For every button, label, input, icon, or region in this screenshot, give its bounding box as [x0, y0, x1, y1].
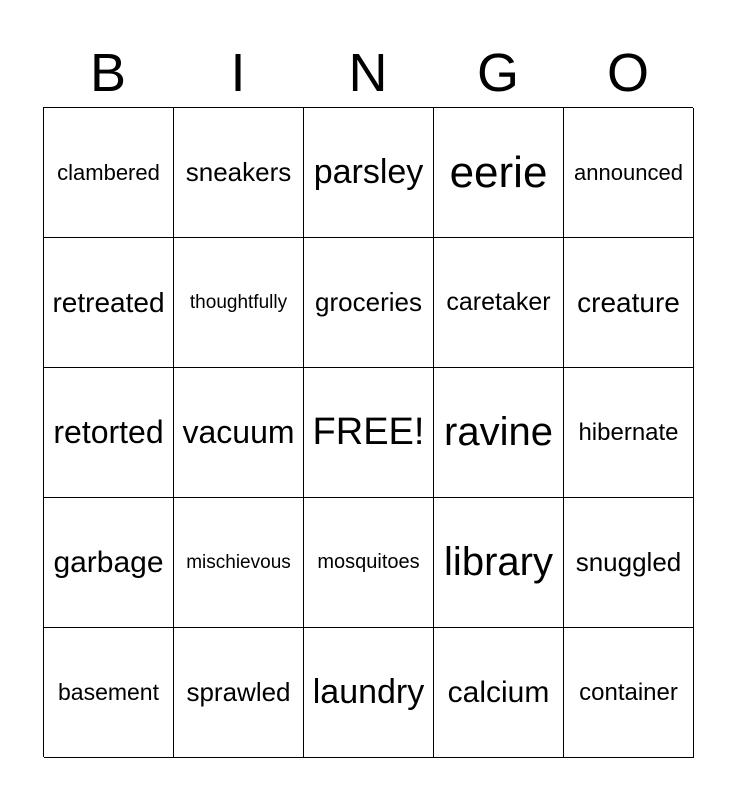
bingo-cell[interactable]: eerie	[434, 108, 564, 238]
bingo-cell[interactable]: library	[434, 498, 564, 628]
bingo-cell[interactable]: mischievous	[174, 498, 304, 628]
bingo-cell[interactable]: basement	[44, 628, 174, 758]
bingo-cell[interactable]: thoughtfully	[174, 238, 304, 368]
bingo-cell[interactable]: sprawled	[174, 628, 304, 758]
bingo-cell[interactable]: hibernate	[564, 368, 694, 498]
bingo-cell[interactable]: ravine	[434, 368, 564, 498]
bingo-cell[interactable]: caretaker	[434, 238, 564, 368]
header-letter-g: G	[476, 43, 519, 103]
bingo-cell[interactable]: creature	[564, 238, 694, 368]
bingo-cell[interactable]: clambered	[44, 108, 174, 238]
header-letter-i: I	[230, 43, 246, 103]
bingo-cell[interactable]: announced	[564, 108, 694, 238]
bingo-cell[interactable]: snuggled	[564, 498, 694, 628]
bingo-cell[interactable]: sneakers	[174, 108, 304, 238]
bingo-cell[interactable]: calcium	[434, 628, 564, 758]
bingo-cell[interactable]: groceries	[304, 238, 434, 368]
bingo-cell[interactable]: retreated	[44, 238, 174, 368]
header-letter-n: N	[348, 43, 388, 103]
bingo-header	[43, 40, 693, 106]
bingo-cell[interactable]: mosquitoes	[304, 498, 434, 628]
bingo-cell[interactable]: garbage	[44, 498, 174, 628]
header-letter-b: B	[89, 43, 127, 103]
bingo-cell[interactable]: retorted	[44, 368, 174, 498]
bingo-board	[43, 107, 693, 757]
bingo-cell[interactable]: container	[564, 628, 694, 758]
bingo-cell[interactable]: vacuum	[174, 368, 304, 498]
free-space-cell[interactable]: FREE!	[304, 368, 434, 498]
bingo-cell[interactable]: laundry	[304, 628, 434, 758]
bingo-cell[interactable]: parsley	[304, 108, 434, 238]
header-letter-o: O	[606, 43, 649, 103]
